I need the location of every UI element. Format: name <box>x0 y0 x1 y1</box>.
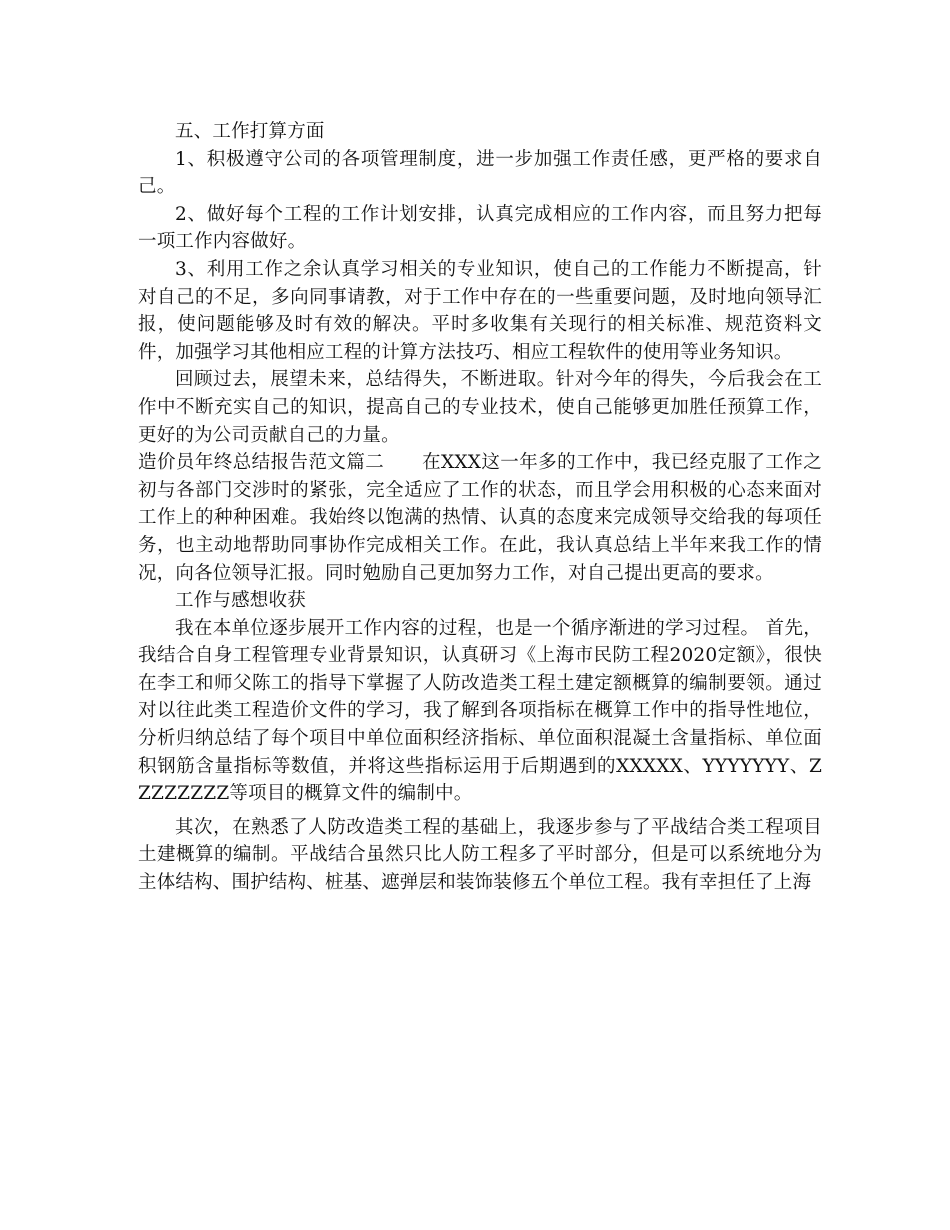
paragraph-plan-3: 3、利用工作之余认真学习相关的专业知识，使自己的工作能力不断提高，针对自己的不足，多向同事请教，对于工作中存在的一些重要问题，及时地向领导汇报，使问题能够及时有效的解决。平时多收集有关现行的相关标准、规范资料文件，加强学习其他相应工程的计算方法技巧、相应工程软件的使用等业务知识。 <box>138 258 822 363</box>
section-heading: 五、工作打算方面 <box>175 121 325 142</box>
document-body <box>138 118 822 897</box>
paragraph-plan-1: 1、积极遵守公司的各项管理制度，进一步加强工作责任感，更严格的要求自己。 <box>138 148 822 198</box>
paragraph-article-two: 造价员年终总结报告范文篇二 在XXX这一年多的工作中，我已经克服了工作之初与各部门交涉时的紧张，完全适应了工作的状态，而且学会用积极的心态来面对工作上的种种困难。我始终以饱满的热情、认真的态度来完成领导交给我的每项任务，也主动地帮助同事协作完成相关工作。在此，我认真总结上半年来我工作的情况，向各位领导汇报。同时勉励自己更加努力工作，对自己提出更高的要求。 <box>138 452 822 584</box>
subheading-work-gains: 工作与感想收获 <box>175 590 306 612</box>
paragraph-plan-2: 2、做好每个工程的工作计划安排，认真完成相应的工作内容，而且努力把每一项工作内容做好。 <box>138 203 822 253</box>
paragraph-first: 我在本单位逐步展开工作内容的过程，也是一个循序渐进的学习过程。 首先，我结合自身工程管理专业背景知识，认真研习《上海市民防工程2020定额》，很快在李工和师父陈工的指导下掌握了人防改造类工程土建定额概算的编制要领。通过对以往此类工程造价文件的学习，我了解到各项指标在概算工作中的指导性地位，分析归纳总结了每个项目中单位面积经济指标、单位面积混凝土含量指标、单位面积钢筋含量指标等数值，并将这些指标运用于后期遇到的XXXXX、YYYYYYY、ZZZZZZZZ等项目的概算文件的编制中。 <box>138 617 822 805</box>
paragraph-second: 其次，在熟悉了人防改造类工程的基础上，我逐步参与了平战结合类工程项目土建概算的编制。平战结合虽然只比人防工程多了平时部分，但是可以系统地分为主体结构、围护结构、桩基、遮弹层和装饰装修五个单位工程。我有幸担任了上海 <box>138 816 822 894</box>
paragraph-review: 回顾过去，展望未来，总结得失，不断进取。针对今年的得失，今后我会在工作中不断充实自己的知识，提高自己的专业技术，使自己能够更加胜任预算工作，更好的为公司贡献自己的力量。 <box>138 369 822 446</box>
